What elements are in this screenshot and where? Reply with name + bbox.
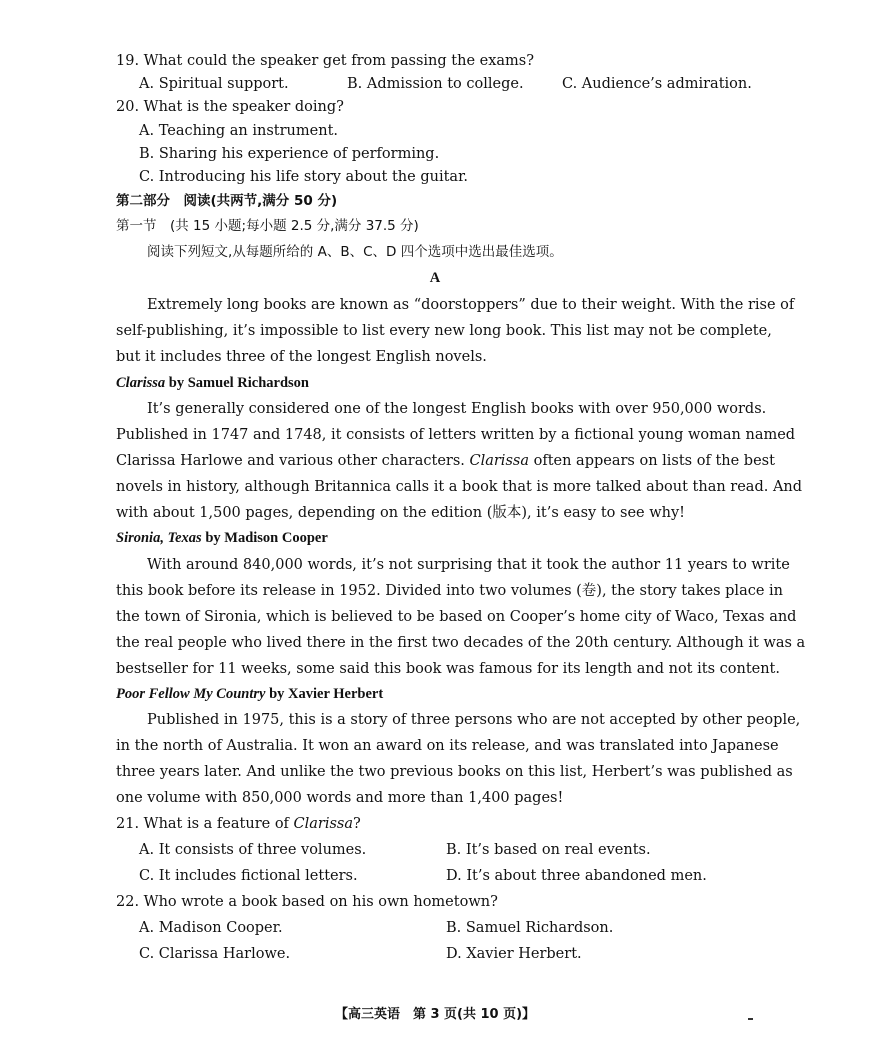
book2-line-5: bestseller for 11 weeks, some said this book was famous for its length and not its content. xyxy=(116,661,780,677)
corner-mark xyxy=(748,1018,753,1020)
book3-line-4: one volume with 850,000 words and more than 1,400 pages! xyxy=(116,790,564,806)
q22-option-b: B. Samuel Richardson. xyxy=(446,920,614,936)
q22-option-a: A. Madison Cooper. xyxy=(139,920,283,936)
book2-line-4: the real people who lived there in the first two decades of the 20th century. Although it was a xyxy=(116,635,806,651)
q19-option-a: A. Spiritual support. xyxy=(139,76,289,92)
q19-option-b: B. Admission to college. xyxy=(347,76,524,92)
book1-line-3 xyxy=(116,451,775,471)
book1-line-3-title: Clarissa xyxy=(469,453,529,469)
book3-line-3: three years later. And unlike the two previous books on this list, Herbert’s was published as xyxy=(116,764,793,780)
book1-line-5: with about 1,500 pages, depending on the edition (版本), it’s easy to see why! xyxy=(116,505,685,521)
book2-title: Sironia, Texas xyxy=(116,530,202,546)
book3-author: by Xavier Herbert xyxy=(265,686,384,702)
q21-option-d: D. It’s about three abandoned men. xyxy=(446,868,707,884)
q21-title: Clarissa xyxy=(293,816,354,832)
book1-line-2: Published in 1747 and 1748, it consists of letters written by a fictional young woman named xyxy=(116,427,796,443)
question-21 xyxy=(116,814,361,834)
book3-heading xyxy=(116,684,383,704)
passage-letter: A xyxy=(429,270,441,286)
q21-option-a: A. It consists of three volumes. xyxy=(139,842,367,858)
book3-line-1: Published in 1975, this is a story of three persons who are not accepted by other people, xyxy=(147,712,801,728)
q22-option-d: D. Xavier Herbert. xyxy=(446,946,582,962)
book2-line-3: the town of Sironia, which is believed to be based on Cooper’s home city of Waco, Texas and xyxy=(116,609,797,625)
book1-title: Clarissa xyxy=(116,375,166,391)
q20-option-a: A. Teaching an instrument. xyxy=(139,123,338,139)
section1-heading: 第一节 (共 15 小题;每小题 2.5 分,满分 37.5 分) xyxy=(116,218,419,234)
book1-heading xyxy=(116,373,309,393)
book3-title: Poor Fellow My Country xyxy=(116,686,266,702)
book1-line-3-pre: Clarissa Harlowe and various other characters. xyxy=(116,453,470,469)
q19-option-c: C. Audience’s admiration. xyxy=(562,76,752,92)
question-20: 20. What is the speaker doing? xyxy=(116,99,344,115)
question-22: 22. Who wrote a book based on his own hometown? xyxy=(116,894,498,910)
part2-heading: 第二部分 阅读(共两节,满分 50 分) xyxy=(116,193,338,209)
book1-line-1: It’s generally considered one of the longest English books with over 950,000 words. xyxy=(147,401,767,417)
book3-line-2: in the north of Australia. It won an award on its release, and was translated into Japanese xyxy=(116,738,779,754)
reading-instruction: 阅读下列短文,从每题所给的 A、B、C、D 四个选项中选出最佳选项。 xyxy=(147,244,563,260)
page-footer: 【高三英语 第 3 页(共 10 页)】 xyxy=(334,1007,536,1022)
q21-text: 21. What is a feature of xyxy=(116,816,294,832)
book2-heading xyxy=(116,528,328,548)
intro-line-1: Extremely long books are known as “doorstoppers” due to their weight. With the rise of xyxy=(147,297,795,313)
intro-line-3: but it includes three of the longest English novels. xyxy=(116,349,487,365)
book2-line-1: With around 840,000 words, it’s not surprising that it took the author 11 years to write xyxy=(147,557,790,573)
question-19: 19. What could the speaker get from passing the exams? xyxy=(116,53,535,69)
book1-author: by Samuel Richardson xyxy=(165,375,309,391)
q22-option-c: C. Clarissa Harlowe. xyxy=(139,946,291,962)
book1-line-4: novels in history, although Britannica calls it a book that is more talked about than read. And xyxy=(116,479,803,495)
q21-mark: ? xyxy=(353,816,361,832)
q20-option-c: C. Introducing his life story about the guitar. xyxy=(139,169,469,185)
q21-option-b: B. It’s based on real events. xyxy=(446,842,651,858)
q20-option-b: B. Sharing his experience of performing. xyxy=(139,146,440,162)
book2-author: by Madison Cooper xyxy=(201,530,328,546)
q21-option-c: C. It includes fictional letters. xyxy=(139,868,358,884)
book1-line-3-post: often appears on lists of the best xyxy=(528,453,775,469)
intro-line-2: self-publishing, it’s impossible to list every new long book. This list may not be complete, xyxy=(116,323,772,339)
book2-line-2: this book before its release in 1952. Divided into two volumes (卷), the story takes place in xyxy=(116,583,783,599)
